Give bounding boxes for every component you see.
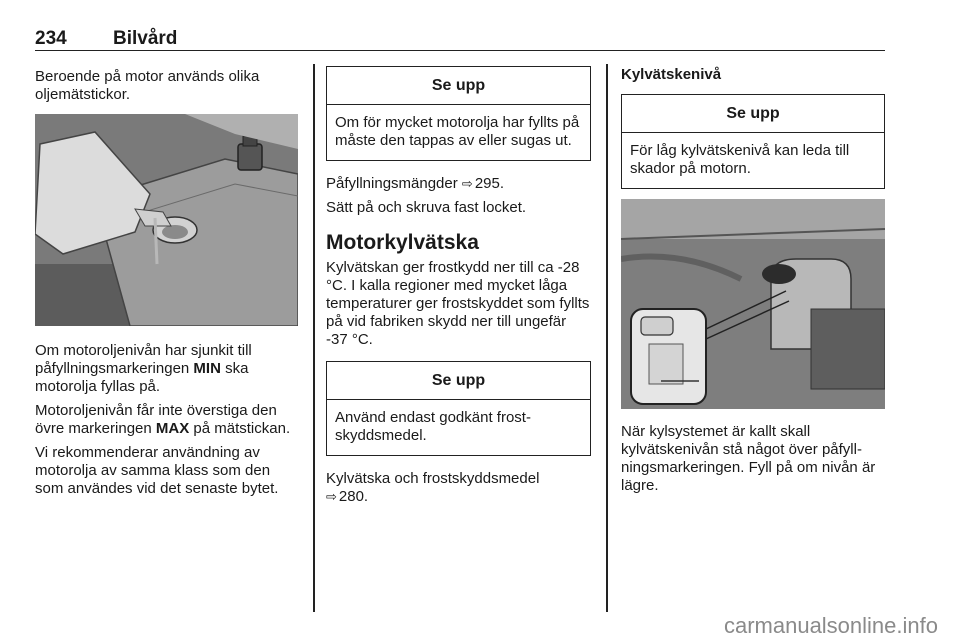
- page-ref-arrow-icon: ⇨: [461, 176, 473, 191]
- recommendation-text: Vi rekommenderar användning av motorolja av samma klass som den som användes vid det senaste bytet.: [35, 444, 279, 497]
- column-2: [326, 66, 591, 512]
- column-divider: [606, 64, 608, 612]
- caution-title: Se upp: [622, 95, 884, 133]
- caution-box: [326, 361, 591, 456]
- min-marker-label: MIN: [193, 360, 221, 377]
- caution-text: Om för mycket motorolja har fyllts på måste den tappas av eller sugas ut.: [335, 114, 580, 149]
- antifreeze-text: Kylvätska och frostskyddsmedel ⇨ 280.: [326, 470, 540, 505]
- caution-title: Se upp: [327, 362, 590, 400]
- column-1: [35, 68, 298, 504]
- column-3: [621, 66, 885, 501]
- watermark: carmanualsonline.info: [723, 613, 938, 638]
- oil-fill-illustration: [35, 114, 298, 326]
- section-title: Bilvård: [113, 28, 178, 49]
- caution-title: Se upp: [327, 67, 590, 105]
- page-number: 234: [35, 28, 67, 49]
- page-reference[interactable]: 295.: [474, 175, 505, 192]
- intro-text: Beroende på motor används olika oljemätstickor.: [35, 68, 260, 103]
- caution-box: [621, 94, 885, 189]
- fill-quantities-text: Påfyllningsmängder ⇨ 295.: [326, 175, 505, 192]
- page-reference[interactable]: 280.: [338, 488, 369, 505]
- column-divider: [313, 64, 315, 612]
- coolant-reservoir-illustration: [621, 199, 885, 409]
- max-text: Motoroljenivån får inte överstiga den övre markeringen MAX på mätstickan.: [35, 402, 291, 437]
- min-text: Om motoroljenivån har sjunkit till påfyllningsmarkeringen MIN ska motorolja fyllas på.: [35, 342, 252, 395]
- page-header: [35, 26, 885, 51]
- page-ref-arrow-icon: ⇨: [326, 489, 337, 504]
- caution-text: Använd endast godkänt frostskyddsmedel.: [335, 409, 531, 444]
- coolant-heading: Motorkylvätska: [326, 231, 479, 254]
- coolant-level-text: När kylsystemet är kallt skall kylvätskenivån stå något över påfyllningsmarkeringen. Fyll på om nivån är lägre.: [621, 423, 876, 494]
- coolant-level-heading: Kylvätskenivå: [621, 66, 722, 83]
- caution-text: För låg kylvätskenivå kan leda till skador på motorn.: [630, 142, 850, 177]
- coolant-text: Kylvätskan ger frostkydd ner till ca -28 °C. I kalla regioner med mycket låga temperaturer ger frostskyddet som fyllts på vid fabriken skydd ner till ungefär -37 °C.: [326, 259, 590, 348]
- caution-box: [326, 66, 591, 161]
- close-cap-text: Sätt på och skruva fast locket.: [326, 199, 527, 216]
- max-marker-label: MAX: [155, 420, 190, 437]
